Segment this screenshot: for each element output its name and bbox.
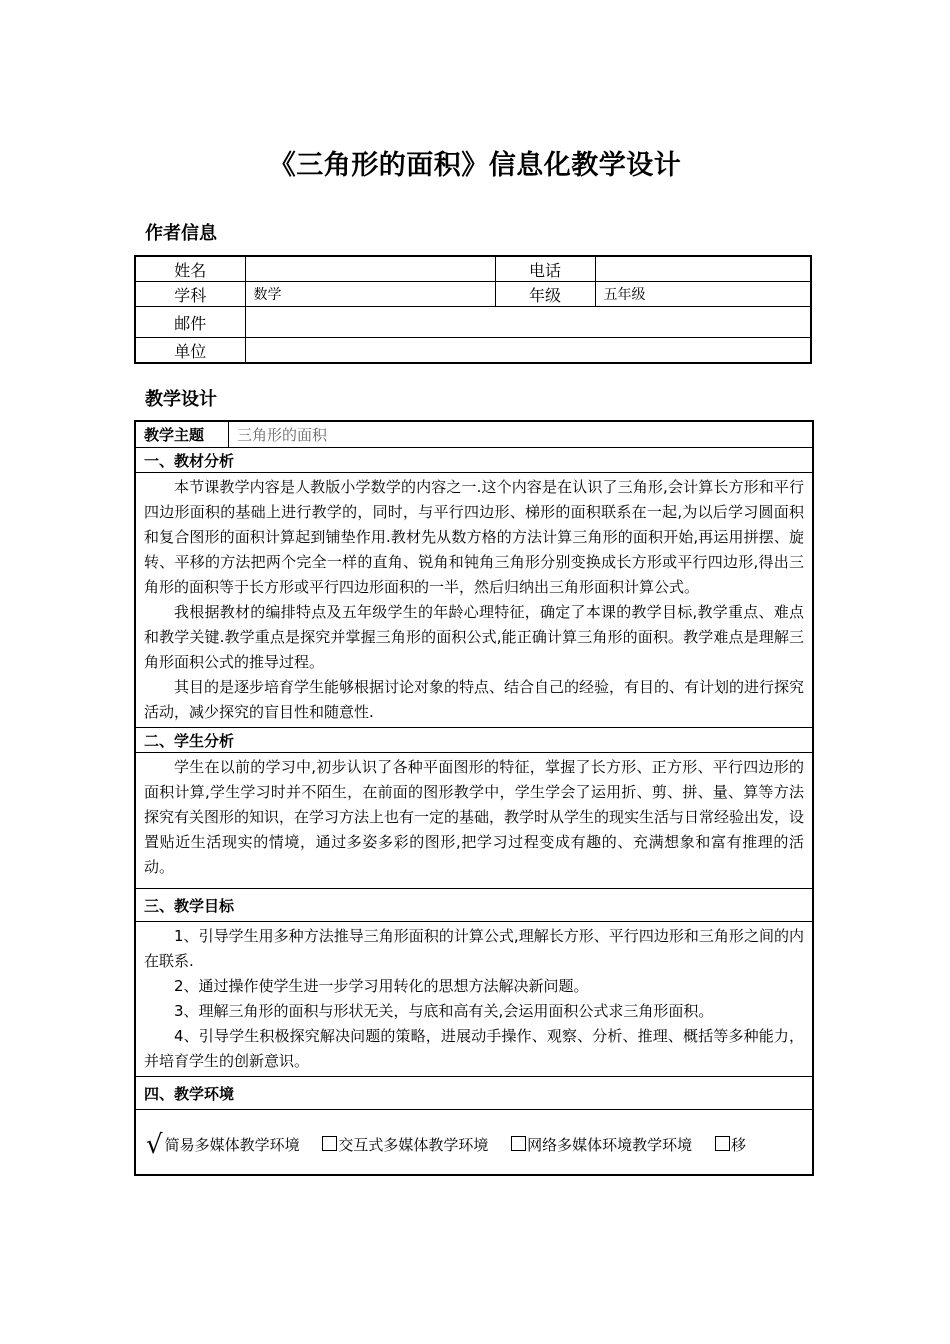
goal-item: 1、引导学生用多种方法推导三角形面积的计算公式,理解长方形、平行四边形和三角形之间的内在联系.	[144, 927, 804, 970]
env-option-label: 移	[730, 1136, 746, 1154]
name-field[interactable]	[245, 256, 495, 282]
table-row	[135, 753, 813, 889]
teaching-design-heading: 教学设计	[145, 389, 217, 410]
checkmark-icon: √	[146, 1130, 163, 1160]
material-analysis-body	[135, 473, 813, 728]
environment-options	[135, 1110, 813, 1176]
env-option-label: 交互式多媒体教学环境	[338, 1136, 489, 1154]
teaching-environment-heading: 四、教学环境	[135, 1077, 813, 1110]
topic-label: 教学主题	[135, 421, 229, 448]
table-row	[135, 307, 811, 338]
table-row	[135, 922, 813, 1077]
paragraph: 其目的是逐步培育学生能够根据讨论对象的特点、结合自己的经验，有目的、有计划的进行探究活动，减少探究的盲目性和随意性.	[144, 678, 805, 721]
unit-field[interactable]	[245, 338, 811, 364]
checkbox-icon	[511, 1136, 526, 1151]
table-row	[135, 338, 811, 364]
paragraph: 本节课教学内容是人教版小学数学的内容之一.这个内容是在认识了三角形,会计算长方形和平行四边形面积的基础上进行教学的，同时，与平行四边形、梯形的面积联系在一起,为以后学习圆面积和复合图形的面积计算起到铺垫作用.教材先从数方格的方法计算三角形的面积开始,再运用拼摆、旋转、平移的方法把两个完全一样的直角、锐角和钝角三角形分别变换成长方形或平行四边形,得出三角形的面积等于长方形或平行四边形面积的一半，然后归纳出三角形面积计算公式。	[144, 478, 804, 596]
goal-item: 2、通过操作使学生进一步学习用转化的思想方法解决新问题。	[174, 977, 589, 995]
teaching-goals-heading: 三、教学目标	[135, 889, 813, 922]
document-title: 《三角形的面积》信息化教学设计	[268, 150, 682, 181]
phone-label: 电话	[495, 256, 595, 282]
phone-field[interactable]	[595, 256, 811, 282]
author-info-heading: 作者信息	[145, 223, 217, 244]
student-analysis-body	[135, 753, 813, 889]
topic-field[interactable]: 三角形的面积	[229, 421, 814, 448]
subject-field[interactable]: 数学	[245, 282, 495, 307]
goal-item: 3、理解三角形的面积与形状无关，与底和高有关,会运用面积公式求三角形面积。	[174, 1002, 714, 1020]
grade-label: 年级	[495, 282, 595, 307]
table-row	[135, 282, 811, 307]
env-option-simple-multimedia[interactable]	[146, 1130, 300, 1160]
table-row	[135, 889, 813, 922]
table-row	[135, 473, 813, 728]
teaching-design-table	[134, 420, 814, 1176]
author-info-table	[134, 255, 812, 364]
checkbox-icon	[715, 1136, 730, 1151]
goal-item: 4、引导学生积极探究解决问题的策略，进展动手操作、观察、分析、推理、概括等多种能力，并培育学生的创新意识。	[144, 1027, 804, 1070]
table-row	[135, 728, 813, 753]
env-option-interactive-multimedia[interactable]	[322, 1136, 488, 1154]
table-row	[135, 256, 811, 282]
email-label: 邮件	[135, 307, 245, 338]
table-row	[135, 1077, 813, 1110]
env-option-network-multimedia[interactable]	[511, 1136, 692, 1154]
paragraph: 我根据教材的编排特点及五年级学生的年龄心理特征，确定了本课的教学目标,教学重点、难点和教学关键.教学重点是探究并掌握三角形的面积公式,能正确计算三角形的面积。教学难点是理解三角形面积公式的推导过程。	[144, 603, 804, 671]
subject-label: 学科	[135, 282, 245, 307]
checkbox-icon	[322, 1136, 337, 1151]
table-row	[135, 421, 813, 448]
table-row	[135, 1110, 813, 1176]
material-analysis-heading: 一、教材分析	[135, 448, 813, 473]
table-row	[135, 448, 813, 473]
name-label: 姓名	[135, 256, 245, 282]
student-analysis-heading: 二、学生分析	[135, 728, 813, 753]
env-option-label: 网络多媒体环境教学环境	[527, 1136, 693, 1154]
grade-field[interactable]: 五年级	[595, 282, 811, 307]
unit-label: 单位	[135, 338, 245, 364]
teaching-goals-body	[135, 922, 813, 1077]
paragraph: 学生在以前的学习中,初步认识了各种平面图形的特征，掌握了长方形、正方形、平行四边形的面积计算,学生学习时并不陌生，在前面的图形教学中，学生学会了运用折、剪、拼、量、算等方法探究有关图形的知识，在学习方法上也有一定的基础，教学时从学生的现实生活与日常经验出发，设置贴近生活现实的情境，通过多姿多彩的图形,把学习过程变成有趣的、充满想象和富有推理的活动。	[144, 758, 805, 876]
email-field[interactable]	[245, 307, 811, 338]
env-option-label: 简易多媒体教学环境	[164, 1136, 300, 1154]
env-option-mobile[interactable]	[715, 1136, 746, 1154]
